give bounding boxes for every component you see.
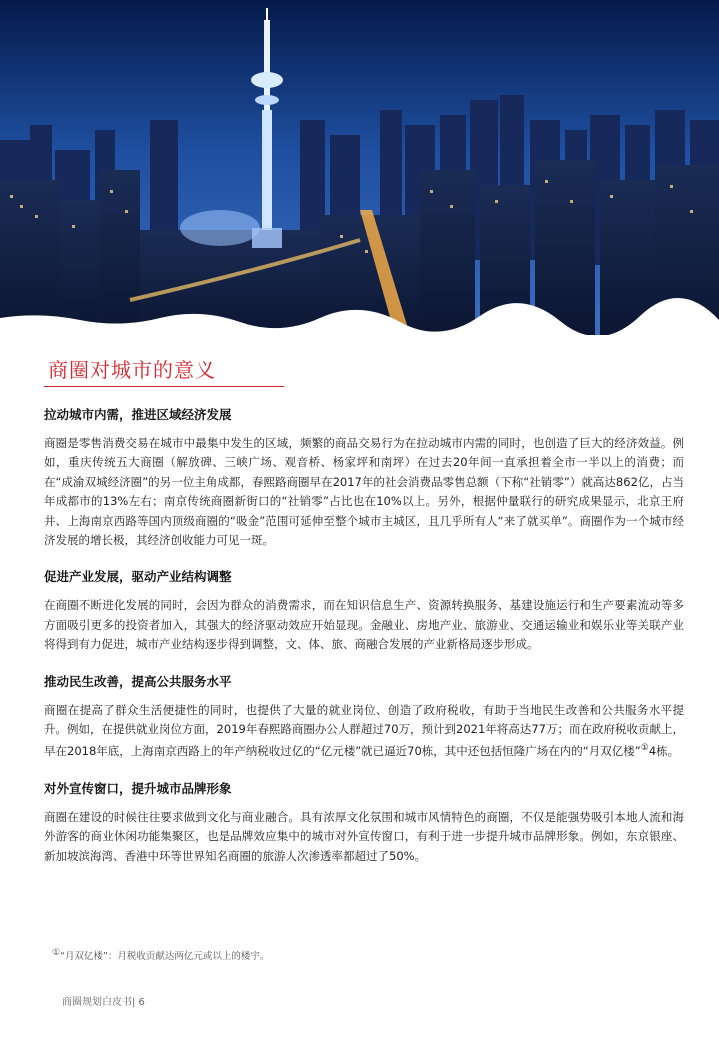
footnote-reference: ① bbox=[640, 743, 649, 754]
section-livelihood bbox=[44, 673, 684, 762]
section-paragraph: 商圈是零售消费交易在城市中最集中发生的区域，频繁的商品交易行为在拉动城市内需的同时，也创造了巨大的经济效益。例如，重庆传统五大商圈（解放碑、三峡广场、观音桥、杨家坪和南坪）在过去20年间一直承担着全市一半以上的消费；而在“成渝双城经济圈”的另一位主角成都，春熙路商圈早在2017年的社会消费品零售总额（下称“社销零”）就高达862亿，占当年成都市的13%左右；南京传统商圈新街口的“社销零”占比也在10%以上。另外，根据仲量联行的研究成果显示，北京王府井、上海南京西路等国内顶级商圈的“吸金”范围可延伸至整个城市主城区，且几乎所有人“来了就买单”。商圈作为一个城市经济发展的增长极，其经济创收能力可见一斑。 bbox=[44, 436, 684, 548]
footnote bbox=[52, 948, 269, 962]
section-economy bbox=[44, 406, 684, 550]
section-branding bbox=[44, 780, 684, 866]
section-title: 商圈对城市的意义 bbox=[48, 358, 216, 382]
section-industry bbox=[44, 568, 684, 654]
article-body bbox=[44, 406, 684, 884]
paragraph-tail: 4栋。 bbox=[648, 744, 680, 759]
section-heading: 对外宣传窗口，提升城市品牌形象 bbox=[44, 780, 232, 796]
section-heading: 拉动城市内需，推进区域经济发展 bbox=[44, 407, 232, 422]
section-paragraph: 商圈在建设的时候往往要求做到文化与商业融合。具有浓厚文化氛围和城市风情特色的商圈，不仅是能强势吸引本地人流和海外游客的商业休闲功能集聚区，也是品牌效应集中的城市对外宣传窗口，有利于进一步提升城市品牌形象。例如，东京银座、新加坡滨海湾、香港中环等世界知名商圈的旅游人次渗透率都超过了50%。 bbox=[44, 809, 684, 863]
hero-city-night-image bbox=[0, 0, 719, 335]
section-paragraph: 在商圈不断进化发展的同时，会因为群众的消费需求，而在知识信息生产、资源转换服务、基建设施运行和生产要素流动等多方面吸引更多的投资者加入，其强大的经济驱动效应开始显现。金融业、房地产业、旅游业、交通运输业和娱乐业等关联产业将得到有力促进，城市产业结构逐步得到调整，文、体、旅、商融合发展的产业新格局逐步形成。 bbox=[44, 598, 684, 652]
city-skyline-illustration bbox=[0, 0, 719, 335]
section-heading: 推动民生改善，提高公共服务水平 bbox=[44, 673, 232, 689]
footnote-mark: ① bbox=[52, 948, 61, 958]
paragraph-text: 商圈在提高了群众生活便捷性的同时，也提供了大量的就业岗位、创造了政府税收，有助于当地民生改善和公共服务水平提升。例如，在提供就业岗位方面，2019年春熙路商圈办公人群超过70万，预计到2021年将高达77万；而在政府税收贡献上，早在2018年底，上海南京西路上的年产纳税收过亿的“亿元楼”就已逼近70栋，其中还包括恒隆广场在内的“月双亿楼” bbox=[44, 702, 684, 759]
page-footer: 商圈规划白皮书| 6 bbox=[62, 997, 145, 1008]
title-underline bbox=[44, 386, 284, 387]
section-heading: 促进产业发展，驱动产业结构调整 bbox=[44, 569, 232, 585]
section-paragraph bbox=[44, 701, 684, 762]
footnote-text: “月双亿楼”：月税收贡献达两亿元或以上的楼宇。 bbox=[60, 951, 270, 963]
